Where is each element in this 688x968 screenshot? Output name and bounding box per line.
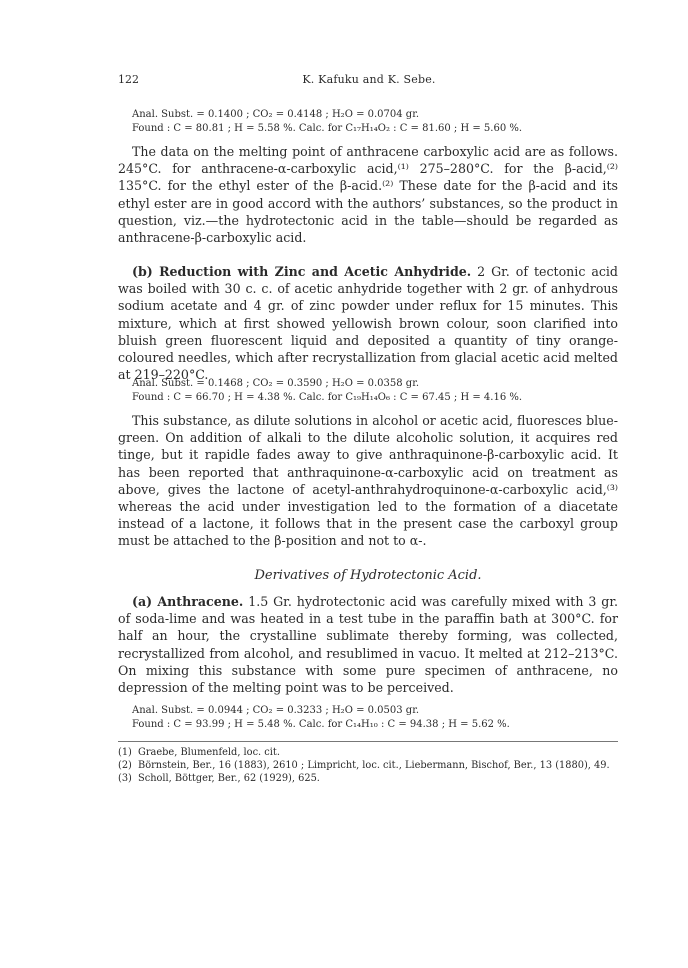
analysis-line: Found : C = 80.81 ; H = 5.58 %. Calc. for C₁₇H₁₄O₂ : C = 81.60 ; H = 5.60 %. [132, 123, 523, 134]
footnote-number: (2) [118, 760, 132, 771]
footnote-item [118, 772, 618, 785]
analysis-line: Anal. Subst. = 0.1400 ; CO₂ = 0.4148 ; H₂O = 0.0704 gr. [132, 109, 420, 120]
footnote-divider [118, 741, 618, 742]
footnote-number: (3) [118, 773, 132, 784]
page-header [118, 73, 620, 89]
paragraph-fluorescence [118, 412, 618, 550]
analysis-line: Found : C = 93.99 ; H = 5.48 %. Calc. for C₁₄H₁₀ : C = 94.38 ; H = 5.62 %. [132, 719, 510, 730]
analysis-block-3 [118, 704, 618, 732]
footnote-text: Börnstein, Ber., 16 (1883), 2610 ; Limpricht, loc. cit., Liebermann, Bischof, Ber., 13 (1880), 49. [138, 760, 610, 771]
section-heading: Derivatives of Hydrotectonic Acid. [254, 568, 482, 583]
paragraph-text: The data on the melting point of anthracene carboxylic acid are as follows. 245°C. for anthracene-α-carboxylic acid,⁽¹⁾ 275–280°C. for the β-acid,⁽²⁾ 135°C. for the ethyl ester of the β-acid.⁽²⁾ These date for the β-acid and its ethyl ester are in good accord with the authors’ substances, so the product in question, viz.—the hydrotectonic acid in the table—should be regarded as anthracene-β-carboxylic acid. [118, 144, 618, 246]
paragraph-anthracene [118, 593, 618, 696]
footnote-number: (1) [118, 747, 132, 758]
footnote-item [118, 746, 618, 759]
paragraph-text: This substance, as dilute solutions in alcohol or acetic acid, fluoresces blue-green. On addition of alkali to the dilute alcoholic solution, it acquires red tinge, but it rapidle fades away to give anthraquinone-β-carboxylic acid. It has been reported that anthraquinone-α-carboxylic acid on treatment as above, gives the lactone of acetyl-anthrahydroquinone-α-carboxylic acid,⁽³⁾ whereas the acid under investigation led to the formation of a diacetate instead of a lactone, it follows that in the present case the carboxyl group must be attached to the β-position and not to α-. [118, 413, 618, 549]
footnote-item [118, 759, 618, 772]
paragraph-melting-point [118, 143, 618, 246]
footnote-text: Graebe, Blumenfeld, loc. cit. [138, 747, 280, 758]
analysis-line: Anal. Subst. = 0.1468 ; CO₂ = 0.3590 ; H₂O = 0.0358 gr. [132, 378, 420, 389]
footnote-text: Scholl, Böttger, Ber., 62 (1929), 625. [138, 773, 320, 784]
analysis-line: Anal. Subst. = 0.0944 ; CO₂ = 0.3233 ; H₂O = 0.0503 gr. [132, 705, 420, 716]
running-title: K. Kafuku and K. Sebe. [302, 73, 436, 86]
paragraph-body: 1.5 Gr. hydrotectonic acid was carefully mixed with 3 gr. of soda-lime and was heated in a test tube in the paraffin bath at 300°C. for half an hour, the crystalline sublimate thereby forming, was collected, recrystallized from alcohol, and resublimed in vacuo. It melted at 212–213°C. On mixing this substance with some pure specimen of anthracene, no depression of the melting point was to be perceived. [118, 594, 618, 696]
section-lead: (b) Reduction with Zinc and Acetic Anhydride. [132, 264, 472, 279]
analysis-block-2 [118, 377, 618, 405]
paragraph-text [118, 593, 618, 696]
paragraph-reduction [118, 263, 618, 383]
analysis-line: Found : C = 66.70 ; H = 4.38 %. Calc. for C₁₉H₁₄O₆ : C = 67.45 ; H = 4.16 %. [132, 392, 523, 403]
analysis-block-1 [118, 108, 618, 136]
footnotes [118, 746, 618, 785]
paragraph-body: 2 Gr. of tectonic acid was boiled with 30 c. c. of acetic anhydride together with 2 gr. of anhydrous sodium acetate and 4 gr. of zinc powder under reflux for 15 minutes. This mixture, which at first showed yellowish brown colour, soon clarified into bluish green fluorescent liquid and deposited a quantity of tiny orange-coloured needles, which after recrystallization from glacial acetic acid melted at 219–220°C. [118, 264, 618, 383]
section-lead: (a) Anthracene. [132, 594, 244, 609]
paragraph-text [118, 263, 618, 383]
page-number: 122 [118, 73, 139, 86]
